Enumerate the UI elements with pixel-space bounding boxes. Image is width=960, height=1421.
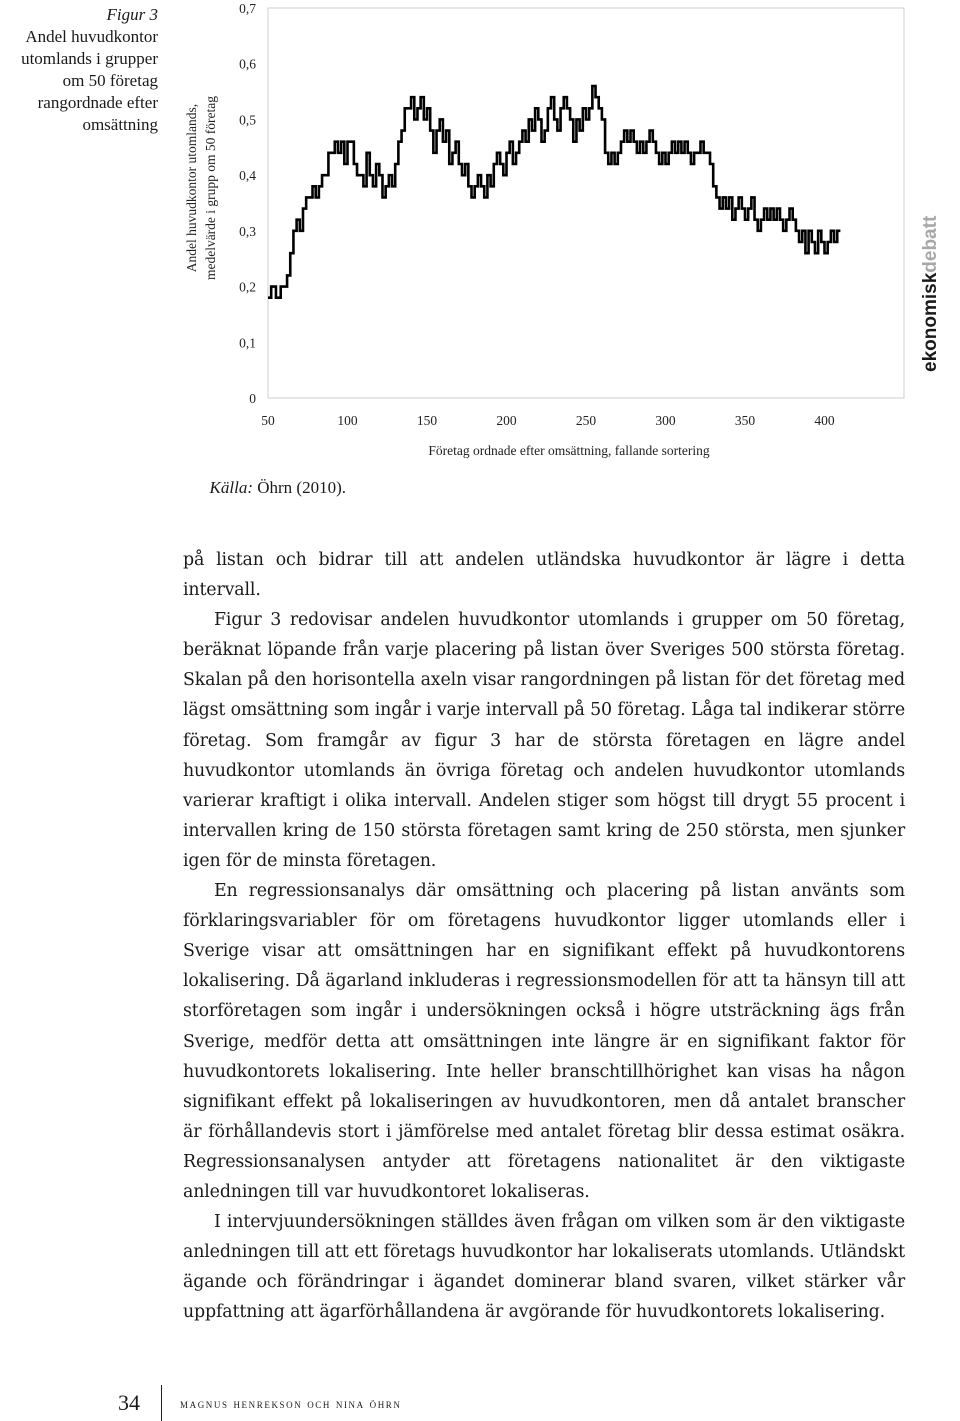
- brand-part-2: debatt: [920, 215, 941, 273]
- running-author: magnus henrekson och nina öhrn: [180, 1396, 402, 1411]
- body-text: [183, 545, 905, 1327]
- y-tick-label: 0,2: [239, 279, 256, 295]
- y-axis-title: [184, 96, 218, 280]
- y-tick-label: 0,1: [239, 335, 256, 351]
- y-tick-label: 0,5: [239, 112, 256, 128]
- paragraph-3: En regressionsanalys där omsättning och placering på listan använts som förklaringsvariabler för om företagens huvudkontor ligger utomlands eller i Sverige visar att omsättningen har en signifikant effekt på huvudkontorens lokalisering. Då ägarland inkluderas i regressionsmodellen för att ta hänsyn till att storföretagen som ingår i undersökningen också i högre utsträckning ägs från Sverige, medför detta att omsättningen inte längre är en signifikant faktor för huvudkontorets lokalisering. Inte heller branschtillhörighet kan visas ha någon signifikant effekt på lokaliseringen av huvudkontoren, men då antalet branscher är förhållandevis stort i jämförelse med antalet företag blir dessa estimat osäkra. Regressionsanalysen antyder att företagens nationalitet är den viktigaste anledningen till var huvudkontoret lokaliseras.: [183, 881, 905, 1202]
- x-axis: [261, 413, 835, 428]
- paragraph-2: Figur 3 redovisar andelen huvudkontor utomlands i grupper om 50 företag, beräknat löpande från varje placering på listan över Sveriges 500 största företag. Skalan på den horisontella axeln visar rangordningen på listan för det företag med lägst omsättning som ingår i varje intervall på 50 företag. Låga tal indikerar större företag. Som framgår av figur 3 har de största företagen en lägre andel huvudkontor utomlands än övriga företag och andelen huvudkontor utomlands varierar kraftigt i olika intervall. Andelen stiger som högst till drygt 55 procent i intervallen kring de 150 största företagen samt kring de 250 största, men sjunker igen för de minsta företagen.: [183, 610, 905, 871]
- x-axis-title: Företag ordnade efter omsättning, fallande sortering: [428, 443, 710, 458]
- y-axis: [239, 1, 256, 406]
- paragraph-1: på listan och bidrar till att andelen utländska huvudkontor är lägre i detta intervall.: [183, 550, 905, 601]
- y-tick-label: 0,7: [239, 1, 256, 16]
- series-line: [268, 86, 840, 298]
- y-tick-label: 0,6: [239, 56, 256, 72]
- source-note: [0, 478, 346, 498]
- brand-part-1: ekonomisk: [920, 272, 941, 372]
- page-number: 34: [118, 1390, 140, 1415]
- line-chart: [0, 0, 960, 470]
- x-tick-label: 300: [655, 413, 676, 428]
- x-tick-label: 250: [575, 413, 597, 428]
- y-axis-title-line: medelvärde i grupp om 50 företag: [203, 95, 218, 281]
- plot-frame: [268, 8, 904, 398]
- figure-caption-text: Andel huvudkontor utomlands i grupper om 50 företag rangordnade efter omsättning: [21, 27, 158, 134]
- x-tick-label: 150: [416, 413, 438, 428]
- source-label: Källa:: [209, 478, 253, 497]
- x-tick-label: 350: [734, 413, 756, 428]
- x-tick-label: 200: [496, 413, 517, 428]
- footer-divider: [161, 1385, 162, 1421]
- source-text: Öhrn (2010).: [252, 478, 346, 497]
- x-tick-label: 400: [814, 413, 835, 428]
- y-tick-label: 0: [249, 391, 256, 406]
- y-axis-title-line: Andel huvudkontor utomlands,: [184, 103, 199, 273]
- y-tick-label: 0,4: [239, 168, 256, 184]
- y-tick-label: 0,3: [239, 223, 256, 239]
- paragraph-4: I intervjuundersökningen ställdes även frågan om vilken som är den viktigaste anledningen till att ett företags huvudkontor har lokaliserats utomlands. Utländskt ägande och förändringar i ägandet dominerar bland svaren, vilket stärker vår uppfattning att ägarförhållandena är avgörande för huvudkontorets lokalisering.: [183, 1212, 905, 1323]
- brand-logo: [920, 215, 950, 372]
- x-tick-label: 100: [337, 413, 358, 428]
- figure-label: Figur 3: [106, 5, 158, 24]
- x-tick-label: 50: [261, 413, 275, 428]
